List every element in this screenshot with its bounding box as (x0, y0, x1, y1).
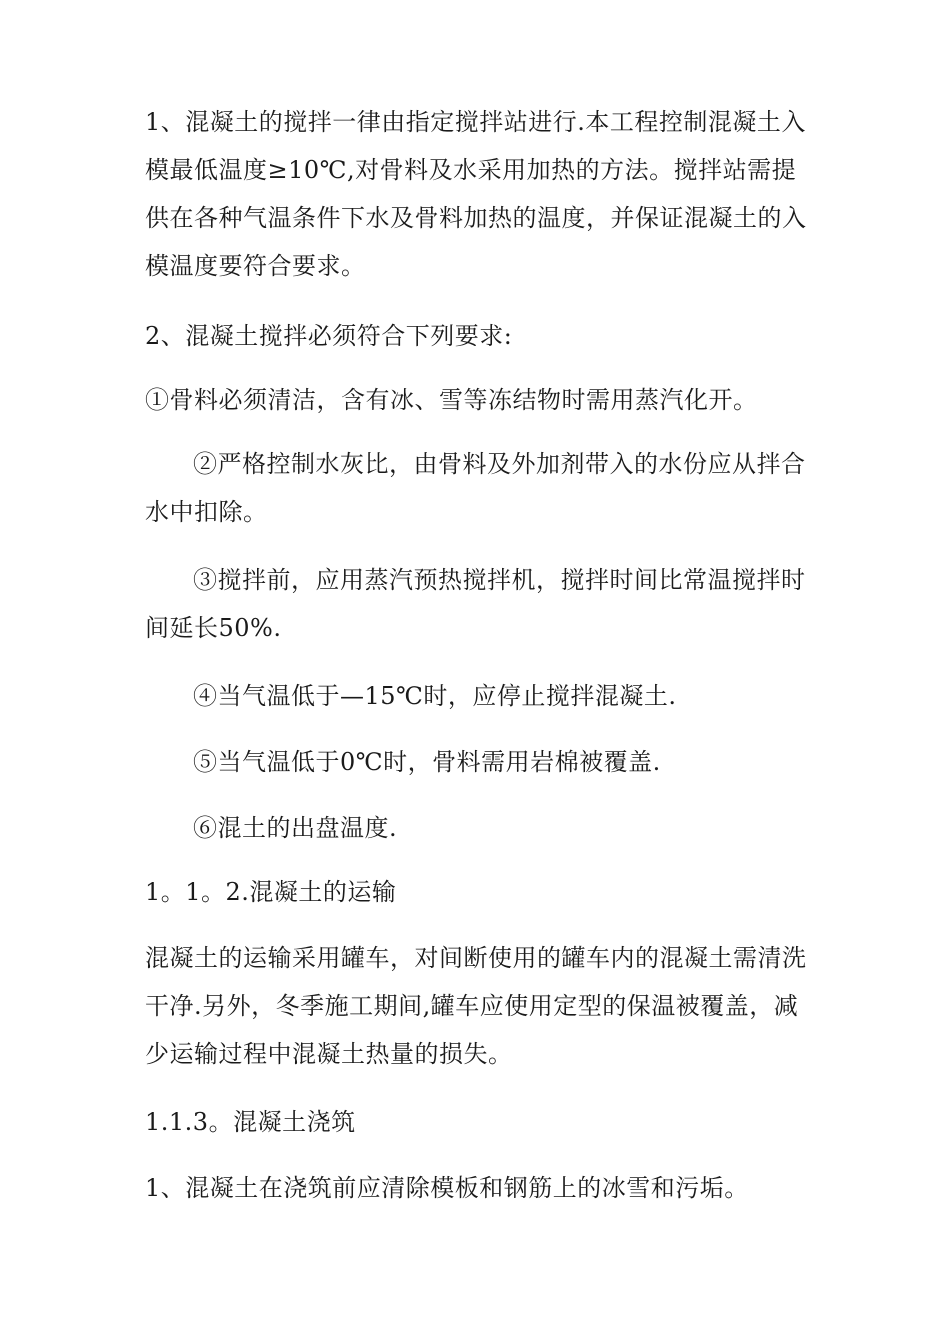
paragraph-item-4: ④当气温低于—15℃时，应停止搅拌混凝土. (193, 682, 677, 710)
paragraph-transport: 混凝土的运输采用罐车，对间断使用的罐车内的混凝土需清洗干净.另外，冬季施工期间,罐车应使用定型的保温被覆盖，减少运输过程中混凝土热量的损失。 (145, 944, 807, 1068)
paragraph-item-1: ①骨料必须清洁，含有冰、雪等冻结物时需用蒸汽化开。 (145, 386, 758, 414)
paragraph-mixing-requirements: 2、混凝土搅拌必须符合下列要求: (145, 322, 513, 350)
paragraph-pouring-1: 1、混凝土在浇筑前应清除模板和钢筋上的冰雪和污垢。 (145, 1174, 749, 1202)
paragraph-item-6: ⑥混土的出盘温度. (193, 814, 398, 842)
paragraph-item-3: ③搅拌前，应用蒸汽预热搅拌机，搅拌时间比常温搅拌时间延长50%. (145, 566, 806, 642)
section-heading-pouring: 1.1.3。混凝土浇筑 (145, 1108, 356, 1136)
paragraph-mixing-station: 1、混凝土的搅拌一律由指定搅拌站进行.本工程控制混凝土入模最低温度≥10℃,对骨料及水采用加热的方法。搅拌站需提供在各种气温条件下水及骨料加热的温度，并保证混凝土的入模温度要符合要求。 (145, 108, 807, 280)
paragraph-item-5: ⑤当气温低于0℃时，骨料需用岩棉被覆盖. (193, 748, 661, 776)
paragraph-item-2: ②严格控制水灰比，由骨料及外加剂带入的水份应从拌合水中扣除。 (145, 450, 806, 526)
section-heading-transport: 1。1。2.混凝土的运输 (145, 878, 397, 906)
